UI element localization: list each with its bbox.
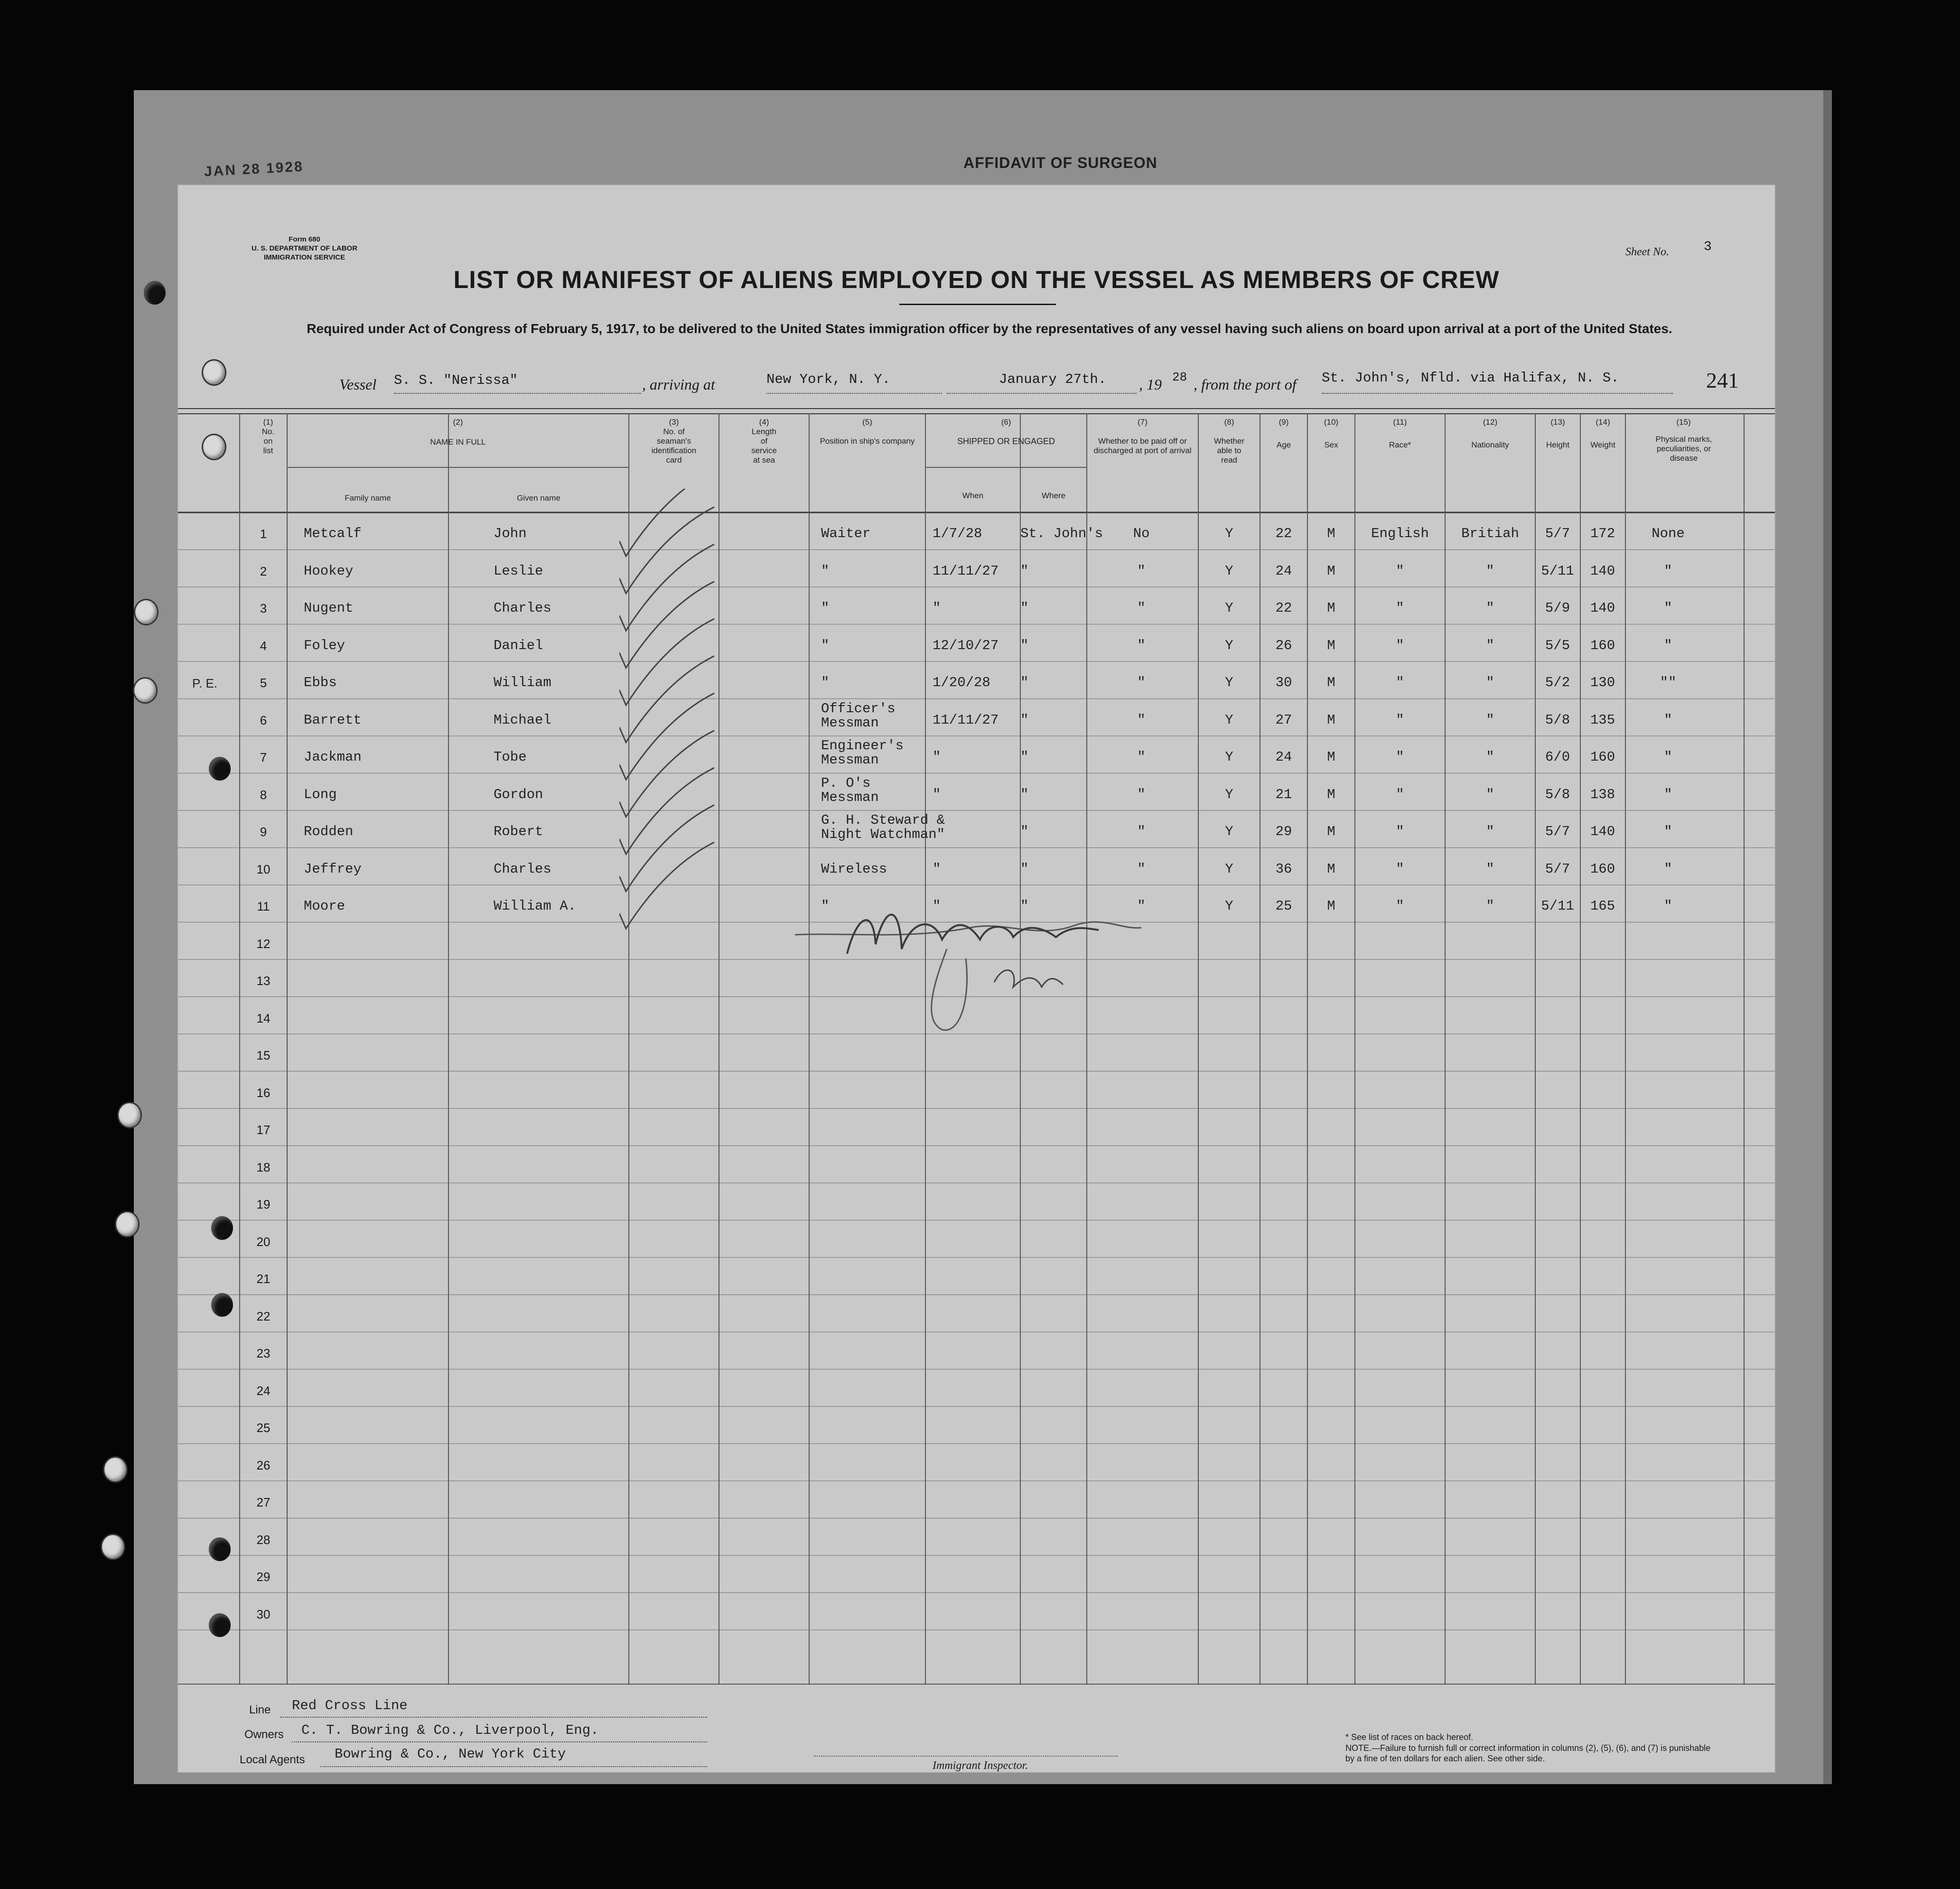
binding-hole xyxy=(144,281,166,305)
cell-where: " xyxy=(1020,861,1029,877)
cell-where: " xyxy=(1020,600,1029,616)
cell-marks: " xyxy=(1664,749,1672,765)
cell-height: 5/7 xyxy=(1545,824,1570,839)
cell-race: " xyxy=(1396,824,1404,839)
cell-age: 22 xyxy=(1275,526,1292,541)
line-label: Line xyxy=(249,1703,271,1716)
cell-weight: 140 xyxy=(1590,824,1615,839)
required-text: Required under Act of Congress of February 5, 1917, to be delivered to the United States immigration officer by the representatives of any vessel having such aliens on board upon arrival at a port of the United States. xyxy=(307,321,1672,336)
cell-nat: " xyxy=(1486,563,1494,579)
cell-paid: " xyxy=(1137,749,1146,765)
row-number: 21 xyxy=(256,1272,271,1286)
row-number: 8 xyxy=(260,787,267,802)
margin-annotation: P. E. xyxy=(192,676,218,690)
cell-family: Metcalf xyxy=(304,526,362,541)
department-name: U. S. DEPARTMENT OF LABOR xyxy=(252,244,358,252)
cell-age: 29 xyxy=(1275,824,1292,839)
row-number: 12 xyxy=(256,936,271,951)
col2-family-header: Family name xyxy=(345,493,391,502)
col2-given-header: Given name xyxy=(517,493,560,502)
cell-sex: M xyxy=(1327,526,1335,541)
cell-paid: " xyxy=(1137,786,1146,802)
cell-given: Michael xyxy=(494,712,551,728)
cell-race: " xyxy=(1396,637,1404,653)
cell-read: Y xyxy=(1225,637,1233,653)
cell-read: Y xyxy=(1225,861,1233,877)
cell-marks: " xyxy=(1664,898,1672,914)
cell-when: " xyxy=(933,898,941,914)
row-number: 13 xyxy=(256,974,271,988)
page-title: LIST OR MANIFEST OF ALIENS EMPLOYED ON THE VESSEL AS MEMBERS OF CREW xyxy=(453,266,1500,294)
title-rule xyxy=(899,304,1056,305)
cell-age: 30 xyxy=(1275,675,1292,690)
col12-header: (12) Nationality xyxy=(1471,418,1509,449)
cell-race: " xyxy=(1396,712,1404,728)
cell-age: 27 xyxy=(1275,712,1292,728)
col2-header: (2) NAME IN FULL xyxy=(430,418,486,447)
row-number: 28 xyxy=(256,1532,271,1547)
cell-race: " xyxy=(1396,861,1404,877)
row-number: 11 xyxy=(257,899,270,913)
agents-label: Local Agents xyxy=(240,1753,305,1766)
cell-when: 1/7/28 xyxy=(933,526,982,541)
line-dotted xyxy=(280,1717,707,1718)
cell-paid: No xyxy=(1133,526,1150,541)
row-number: 7 xyxy=(260,750,267,764)
cell-given: William A. xyxy=(494,898,577,914)
binding-hole xyxy=(104,1458,126,1481)
check-mark xyxy=(619,805,714,892)
cell-height: 6/0 xyxy=(1545,749,1570,765)
cell-read: Y xyxy=(1225,712,1233,728)
cell-height: 5/7 xyxy=(1545,526,1570,541)
year-prefix: , 19 xyxy=(1139,376,1162,393)
cell-weight: 160 xyxy=(1590,861,1615,877)
cell-given: Leslie xyxy=(494,563,543,579)
cell-read: Y xyxy=(1225,526,1233,541)
document-number: 241 xyxy=(1706,368,1739,392)
cell-when: " xyxy=(933,600,941,616)
cell-position: " xyxy=(821,563,830,579)
cell-family: Long xyxy=(304,786,337,802)
cell-where: " xyxy=(1020,675,1029,690)
vessel-dotted xyxy=(394,393,641,394)
binding-hole xyxy=(209,1613,231,1637)
col14-header: (14) Weight xyxy=(1590,418,1615,449)
cell-paid: " xyxy=(1137,563,1146,579)
manifest-sheet xyxy=(178,185,1775,1772)
check-mark xyxy=(619,656,714,743)
check-mark xyxy=(619,693,714,780)
row-number: 29 xyxy=(256,1570,271,1584)
binding-hole xyxy=(102,1535,124,1559)
cell-race: " xyxy=(1396,898,1404,914)
cell-nat: " xyxy=(1486,637,1494,653)
cell-read: Y xyxy=(1225,675,1233,690)
cell-nat: " xyxy=(1486,824,1494,839)
row-number: 24 xyxy=(256,1383,271,1398)
cell-age: 26 xyxy=(1275,637,1292,653)
cell-position: Wireless xyxy=(821,861,887,877)
cell-paid: " xyxy=(1137,712,1146,728)
cell-position: Engineer's Messman xyxy=(821,738,904,768)
cell-height: 5/11 xyxy=(1541,563,1574,579)
cell-given: John xyxy=(494,526,527,541)
checkmarks-column xyxy=(619,489,728,1120)
cell-read: Y xyxy=(1225,600,1233,616)
arrival-port: New York, N. Y. xyxy=(766,372,891,387)
binding-hole xyxy=(211,1293,233,1317)
col15-header: (15) Physical marks, peculiarities, or disease xyxy=(1655,418,1712,463)
cell-family: Hookey xyxy=(304,563,354,579)
row-number: 10 xyxy=(256,862,271,876)
penalty-note: NOTE.—Failure to furnish full or correct information in columns (2), (5), (6), and (7) is punishable by a fine of ten dollars for each alien. See other side. xyxy=(1345,1743,1711,1763)
cell-when: 1/20/28 xyxy=(933,675,990,690)
cell-nat: " xyxy=(1486,786,1494,802)
cell-marks: " xyxy=(1664,637,1672,653)
cell-paid: " xyxy=(1137,824,1146,839)
cell-sex: M xyxy=(1327,563,1335,579)
from-port-label: , from the port of xyxy=(1194,376,1297,393)
sheet-label: Sheet No. xyxy=(1625,246,1669,258)
cell-where: " xyxy=(1020,786,1029,802)
cell-weight: 172 xyxy=(1590,526,1615,541)
row-number: 4 xyxy=(260,638,267,653)
cell-age: 22 xyxy=(1275,600,1292,616)
cell-marks: " xyxy=(1664,563,1672,579)
cell-race: " xyxy=(1396,786,1404,802)
from-dotted xyxy=(1322,393,1673,394)
cell-marks: None xyxy=(1652,526,1685,541)
binding-hole xyxy=(116,1212,138,1236)
cell-position: P. O's Messman xyxy=(821,775,879,805)
cell-position: " xyxy=(821,675,830,690)
row-number: 5 xyxy=(260,676,267,690)
check-mark xyxy=(619,842,714,929)
cell-where: " xyxy=(1020,824,1029,839)
row-number: 3 xyxy=(260,601,267,615)
local-agents: Bowring & Co., New York City xyxy=(335,1746,566,1762)
cell-where: St. John's xyxy=(1020,526,1103,541)
cell-nat: " xyxy=(1486,600,1494,616)
arriving-label: , arriving at xyxy=(642,376,715,393)
cell-marks: " xyxy=(1664,824,1672,839)
cell-marks: " xyxy=(1664,712,1672,728)
cell-given: Robert xyxy=(494,824,543,839)
cell-race: " xyxy=(1396,749,1404,765)
cell-given: Tobe xyxy=(494,749,527,765)
cell-position: " xyxy=(821,600,830,616)
row-number: 22 xyxy=(256,1309,271,1323)
cell-weight: 165 xyxy=(1590,898,1615,914)
sheet-number: 3 xyxy=(1704,240,1712,254)
cell-position: " xyxy=(821,637,830,653)
cell-family: Jeffrey xyxy=(304,861,362,877)
cell-nat: " xyxy=(1486,675,1494,690)
cell-where: " xyxy=(1020,563,1029,579)
check-mark xyxy=(619,544,714,631)
cell-position: Waiter xyxy=(821,526,871,541)
agents-dotted xyxy=(320,1766,707,1767)
form-identifier xyxy=(252,235,357,262)
cell-race: English xyxy=(1371,526,1429,541)
check-mark xyxy=(619,768,714,854)
cell-given: William xyxy=(494,675,551,690)
cell-age: 21 xyxy=(1275,786,1292,802)
vessel-name: S. S. "Nerissa" xyxy=(394,372,518,388)
cell-where: " xyxy=(1020,898,1029,914)
cell-sex: M xyxy=(1327,861,1335,877)
cell-family: Moore xyxy=(304,898,345,914)
cell-family: Rodden xyxy=(304,824,354,839)
cell-position: Officer's Messman xyxy=(821,700,896,731)
cell-height: 5/8 xyxy=(1545,786,1570,802)
col6-when-header: When xyxy=(962,491,984,500)
binding-hole xyxy=(211,1216,233,1240)
binding-hole xyxy=(134,679,156,702)
cell-where: " xyxy=(1020,749,1029,765)
cell-weight: 130 xyxy=(1590,675,1615,690)
form-number: Form 680 xyxy=(289,235,320,243)
cell-when: 11/11/27 xyxy=(933,712,999,728)
cell-when: 12/10/27 xyxy=(933,637,999,653)
cell-nat: " xyxy=(1486,749,1494,765)
cell-weight: 138 xyxy=(1590,786,1615,802)
row-number: 23 xyxy=(256,1346,271,1360)
cell-nat: " xyxy=(1486,898,1494,914)
row-number: 15 xyxy=(256,1048,271,1062)
cell-sex: M xyxy=(1327,749,1335,765)
vessel-label: Vessel xyxy=(339,376,377,393)
check-mark xyxy=(619,731,714,817)
cell-height: 5/9 xyxy=(1545,600,1570,616)
row-number: 30 xyxy=(256,1607,271,1621)
owners-dotted xyxy=(292,1741,707,1742)
cell-age: 25 xyxy=(1275,898,1292,914)
row-number: 27 xyxy=(256,1495,271,1509)
arrival-date: January 27th. xyxy=(999,372,1107,387)
cell-weight: 160 xyxy=(1590,637,1615,653)
cell-when: 11/11/27 xyxy=(933,563,999,579)
date-dotted xyxy=(947,393,1137,394)
col7-header: (7) Whether to be paid off or discharged at port of arrival xyxy=(1093,418,1192,455)
cell-where: " xyxy=(1020,712,1029,728)
cell-read: Y xyxy=(1225,824,1233,839)
cell-height: 5/5 xyxy=(1545,637,1570,653)
binding-hole xyxy=(209,1537,231,1561)
check-mark xyxy=(619,619,714,705)
owners-label: Owners xyxy=(244,1728,284,1741)
cell-given: Charles xyxy=(494,861,551,877)
cell-read: Y xyxy=(1225,749,1233,765)
row-number: 20 xyxy=(256,1234,271,1249)
cell-age: 36 xyxy=(1275,861,1292,877)
year-suffix: 28 xyxy=(1172,370,1187,384)
binding-hole xyxy=(203,435,225,459)
cell-family: Ebbs xyxy=(304,675,337,690)
cell-sex: M xyxy=(1327,712,1335,728)
affidavit-title: AFFIDAVIT OF SURGEON xyxy=(963,154,1157,171)
arrival-stamp: JAN 28 1928 xyxy=(204,158,304,180)
from-port: St. John's, Nfld. via Halifax, N. S. xyxy=(1322,370,1619,386)
cell-height: 5/2 xyxy=(1545,675,1570,690)
inspector-label: Immigrant Inspector. xyxy=(933,1759,1028,1772)
cell-paid: " xyxy=(1137,637,1146,653)
cell-read: Y xyxy=(1225,786,1233,802)
check-mark xyxy=(619,582,714,668)
cell-age: 24 xyxy=(1275,749,1292,765)
cell-marks: "" xyxy=(1660,675,1677,690)
port-dotted xyxy=(766,393,942,394)
cell-race: " xyxy=(1396,675,1404,690)
official-signature xyxy=(790,887,1151,1049)
cell-family: Nugent xyxy=(304,600,354,616)
cell-race: " xyxy=(1396,600,1404,616)
cell-family: Barrett xyxy=(304,712,362,728)
col11-header: (11) Race* xyxy=(1389,418,1411,449)
row-number: 2 xyxy=(260,564,267,578)
cell-when: " xyxy=(933,786,941,802)
cell-given: Gordon xyxy=(494,786,543,802)
binding-hole xyxy=(209,757,231,781)
col5-header: (5) Position in ship's company xyxy=(820,418,915,446)
inspector-dotted xyxy=(814,1756,1118,1757)
cell-sex: M xyxy=(1327,824,1335,839)
cell-when: " xyxy=(933,861,941,877)
cell-paid: " xyxy=(1137,898,1146,914)
row-number: 25 xyxy=(256,1421,271,1435)
row-number: 18 xyxy=(256,1160,271,1174)
row-number: 16 xyxy=(256,1085,271,1100)
cell-position: " xyxy=(821,898,830,914)
cell-sex: M xyxy=(1327,600,1335,616)
cell-when: " xyxy=(933,749,941,765)
col6-header: (6) SHIPPED OR ENGAGED xyxy=(957,418,1055,446)
races-note: * See list of races on back hereof. xyxy=(1345,1732,1474,1742)
cell-paid: " xyxy=(1137,675,1146,690)
col9-header: (9) Age xyxy=(1276,418,1291,449)
cell-age: 24 xyxy=(1275,563,1292,579)
cell-nat: " xyxy=(1486,861,1494,877)
cell-read: Y xyxy=(1225,563,1233,579)
col8-header: (8) Whether able to read xyxy=(1213,418,1245,465)
cell-family: Foley xyxy=(304,637,345,653)
cell-where: " xyxy=(1020,637,1029,653)
cell-sex: M xyxy=(1327,637,1335,653)
check-mark xyxy=(619,507,714,594)
check-mark xyxy=(619,489,714,556)
cell-read: Y xyxy=(1225,898,1233,914)
binding-hole xyxy=(203,361,225,384)
binding-hole xyxy=(119,1103,140,1127)
cell-given: Daniel xyxy=(494,637,543,653)
cell-weight: 160 xyxy=(1590,749,1615,765)
cell-marks: " xyxy=(1664,861,1672,877)
cell-given: Charles xyxy=(494,600,551,616)
cell-paid: " xyxy=(1137,861,1146,877)
cell-marks: " xyxy=(1664,600,1672,616)
cell-sex: M xyxy=(1327,675,1335,690)
cell-weight: 140 xyxy=(1590,600,1615,616)
cell-height: 5/8 xyxy=(1545,712,1570,728)
shipping-line: Red Cross Line xyxy=(292,1698,408,1713)
cell-weight: 140 xyxy=(1590,563,1615,579)
cell-sex: M xyxy=(1327,786,1335,802)
col4-header: (4) Length of service at sea xyxy=(751,418,777,465)
owners-name: C. T. Bowring & Co., Liverpool, Eng. xyxy=(301,1722,599,1738)
cell-nat: " xyxy=(1486,712,1494,728)
binding-hole xyxy=(135,600,157,624)
col1-header: (1) No. on list xyxy=(261,418,275,455)
cell-height: 5/11 xyxy=(1541,898,1574,914)
col10-header: (10) Sex xyxy=(1324,418,1339,449)
row-number: 17 xyxy=(256,1123,271,1137)
service-name: IMMIGRATION SERVICE xyxy=(263,253,345,261)
col6-where-header: Where xyxy=(1041,491,1066,500)
row-number: 19 xyxy=(256,1197,271,1211)
cell-race: " xyxy=(1396,563,1404,579)
cell-family: Jackman xyxy=(304,749,362,765)
cell-nat: Britiah xyxy=(1461,526,1519,541)
column-lines xyxy=(240,414,1744,1684)
cell-sex: M xyxy=(1327,898,1335,914)
cell-marks: " xyxy=(1664,786,1672,802)
col13-header: (13) Height xyxy=(1546,418,1570,449)
row-number: 9 xyxy=(260,825,267,839)
row-number: 26 xyxy=(256,1458,271,1472)
cell-weight: 135 xyxy=(1590,712,1615,728)
col3-header: (3) No. of seaman's identification card xyxy=(651,418,697,465)
row-number: 14 xyxy=(256,1011,271,1025)
cell-position: G. H. Steward & Night Watchman" xyxy=(821,812,945,842)
row-number: 1 xyxy=(260,527,267,541)
cell-paid: " xyxy=(1137,600,1146,616)
cell-height: 5/7 xyxy=(1545,861,1570,877)
row-number: 6 xyxy=(260,713,267,727)
